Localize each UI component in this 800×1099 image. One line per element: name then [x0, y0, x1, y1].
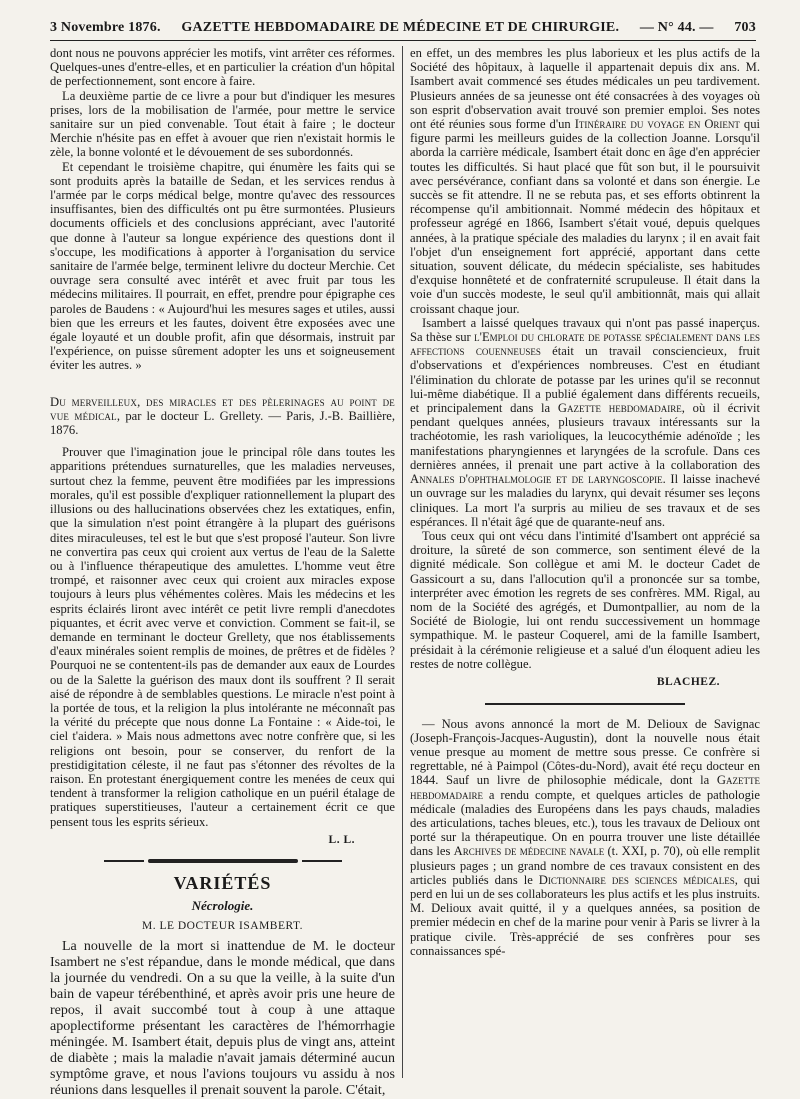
journal-title: Gazette hebdomadaire,	[557, 401, 685, 416]
header-number: — N° 44. —	[639, 20, 714, 35]
paragraph: Isambert a laissé quelques travaux qui n'ont pas passé inaperçus. Sa thèse sur l'Emploi du chlorate de potasse spécialement dans les affections couenneuses était un travail consciencieux, fruit d'observations et d'expériences nombreuses. C'est en étudiant l'élimination du chlorate de potasse par les urines qu'il se reconnut lui-même diabétique. Il a publié également dans différents recueils, et principalement dans la Gazette hebdomadaire, où il écrivit pendant quelques années, plusieurs travaux intéressants sur la trachéotomie, les rash varioliques, la leucocythémie adénoïde ; les manifestations pharyngiennes et laryngées de la scrofule. Dans ces dernières années, il prenait une part active à la collaboration des Annales d'ophthalmologie et de laryngoscopie. Il laisse inachevé un ouvrage sur les maladies du larynx, qui devait résumer ses leçons cliniques. La mort l'a surpris au milieu de ses travaux et de ses espérances. Il n'était âgé que de quarante-neuf ans.	[410, 315, 761, 529]
paragraph: — Nous avons annoncé la mort de M. Delioux de Savignac (Joseph-François-Jacques-Augustin), dont la nouvelle nous était venue presque au moment de mettre sous presse. Ce confrère si regrettable, né à Paimpol (Côtes-du-Nord), avait été reçu docteur en 1844. Sauf un livre de philosophie médicale, dont la Gazette hebdomadaire a rendu compte, et quelques articles de pathologie médicale (maladies des Européens dans les pays chauds, maladies des articulations, taches bleues, etc.), tous les travaux de Delioux ont porté sur la thérapeutique. On en pourra trouver une liste détaillée dans les Archives de médecine navale (t. XXI, p. 70), où elle remplit plusieurs pages ; un grand nombre de ces travaux consistent en des articles publiés dans le Dictionnaire des sciences médicales, qui perd en lui un de ses collaborateurs les plus actifs et les plus instruits. M. Delioux avait quitté, il y a quelques années, sa position de premier médecin en chef de la marine pour venir à Paris se livrer à la pratique civile. Très-apprécié de ses confrères pour ses connaissances spé-	[410, 716, 761, 958]
paragraph: Tous ceux qui ont vécu dans l'intimité d'Isambert ont apprécié sa droiture, la sûreté de son commerce, son sentiment élevé de la dignité médicale. Son collègue et ami M. le docteur Cadet de Gassicourt a su, dans l'allocution qu'il a prononcée sur sa tombe, interpréter avec émotion les regrets de ses confrères. MM. Rigal, au nom de la Société des agrégés, et Dumontpallier, au nom de la Société de Biologie, lui ont rendu successivement un hommage sympathique. M. le pasteur Coquerel, ami de la famille Isambert, présidait à la cérémonie religieuse et a salué d'un éloquent adieu les restes de notre collègue.	[410, 528, 760, 671]
paragraph: La deuxième partie de ce livre a pour but d'indiquer les mesures prises, lors de la mobilisation de l'armée, pour mettre le service sanitaire sur un pied convenable. Tout était à faire ; le docteur Merchie n'hésite pas en effet à avouer que rien n'existait hormis le zèle, la bonne volonté et le dévouement de ses subordonnés.	[50, 88, 395, 160]
section-ornament	[50, 859, 395, 863]
book-review-heading	[50, 395, 395, 438]
obituary-subject: M. LE DOCTEUR ISAMBERT.	[141, 920, 304, 933]
paragraph: La nouvelle de la mort si inattendue de M. le docteur Isambert ne s'est répandue, dans le monde médical, que dans la journée du vendredi. On a su que la veille, à la suite d'un bain de vapeur térébenthiné, et après avoir pris une heure de repos, il avait succombé tout à coup à une attaque apoplectiforme présentant les caractères de l'hémorrhagie méningée. M. Isambert était, depuis plus de vingt ans, atteint de diabète ; mais la maladie n'avait jamais déterminé aucun symptôme grave, et nous l'avions toujours vu assidu à nos réunions dans lesquelles il prenait souvent la parole. C'était,	[50, 939, 395, 1099]
paragraph: en effet, un des membres les plus laborieux et les plus actifs de la Société des hôpitaux, à laquelle il appartenait depuis dix ans. M. Isambert avait commencé ses études médicales un peu tardivement. Plusieurs années de sa jeunesse ont été consacrées à des voyages où son esprit d'observation avait trouvé son premier emploi. Ses notes ont été réunies sous forme d'un Itinéraire du voyage en Orient qui figure parmi les meilleurs guides de la collection Joanne. Lorsqu'il aborda la carrière médicale, Isambert était donc en âge d'en apprécier toutes les difficultés. Si haut placé que fût son but, il le poursuivit avec persévérance, confiant dans sa volonté et dans son énergie. Le succès se fit attendre. Il ne se rebuta pas, et ses efforts obtinrent la récompense qu'il ambitionnait. Nommé médecin des hôpitaux et professeur agrégé en 1866, Isambert s'était voué, depuis quelques années, à la pratique spéciale des maladies du larynx ; il en avait fait l'objet d'un enseignement fort apprécié, apportant dans cette situation, souvent délicate, du médecin spécialiste, ses habitudes d'exquise honnêteté et de confraternité scrupuleuse. Il était dans la voie d'un succès modeste, le seul qu'il ambitionnât, mais qui allait croissant chaque jour.	[410, 46, 761, 316]
journal-title: Dictionnaire des sciences médicales,	[538, 872, 738, 887]
separator-rule	[485, 703, 685, 705]
column-divider	[402, 46, 403, 1078]
section-title: VARIÉTÉS	[173, 872, 272, 893]
running-header	[50, 12, 756, 41]
book-reference: par le docteur L. Grellety. — Paris, J.-B. Baillière, 1876.	[50, 408, 395, 438]
book-title: Itinéraire du voyage en Orient	[574, 117, 740, 132]
book-title: Du merveilleux, des miracles et des pèlerinages au point de vue médical,	[50, 394, 395, 423]
thesis-title: l'Emploi du chlorate de potasse spécialement dans les affections couenneuses	[410, 330, 760, 359]
paragraph: dont nous ne pouvons apprécier les motifs, vint arrêter ces réformes. Quelques-unes d'entre-elles, et en particulier la création d'un hôpital de perfectionnement, sont encore à faire.	[50, 46, 395, 89]
paragraph: Et cependant le troisième chapitre, qui énumère les faits qui se sont produits après la bataille de Sedan, et les services rendus à l'armée par le corps médical belge, montre qu'avec des ressources insuffisantes, bien des difficultés ont pu être surmontées. Plusieurs documents officiels et des conclusions appréciant, avec l'autorité que donne à l'auteur sa longue expérience des questions dont il s'occupe, les modifications à apporter à l'organisation du service sanitaire de l'armée belge, terminent lelivre du docteur Merchie. Cet ouvrage sera consulté avec intérêt et avec fruit par tous les médecins militaires. Il pourrait, en effet, prendre pour épigraphe ces paroles de Baudens : « Aujourd'hui les mesures sages et utiles, aussi bien que les erreurs et les fautes, doivent être exposées avec une égale loyauté et un double profit, afin que désormais, instruit par l'expérience, on puisse sûrement adopter les uns et soigneusement éviter les autres. »	[50, 159, 395, 373]
header-page-number: 703	[734, 20, 756, 35]
signature: BLACHEZ.	[656, 675, 720, 688]
right-column	[410, 46, 760, 958]
paragraph: Prouver que l'imagination joue le principal rôle dans toutes les apparitions prétendues surnaturelles, que les maladies nerveuses, surtout chez la femme, peuvent être modifiées par les impressions morales, qu'il est possible d'expliquer rationnellement la plupart des illusions ou des hallucinations observées chez les extatiques, enfin, que la simulation n'est point étrangère à la plupart des guérisons dites miraculeuses, tel est le but que s'est proposé l'auteur. Son livre ne convertira pas ceux qui croient aux vertus de l'eau de la Salette ou à l'influence thérapeutique des amulettes. L'homme veut être trompé, et raisonner avec ceux qui croient aux miracles expose toujours à leurs plus véhémentes colères. Mais les médecins et les esprits éclairés liront avec intérêt ce petit livre rempli d'anecdotes piquantes, et écrit avec verve et conviction. Comment se fait-il, se demande en terminant le docteur Grellety, que nos établissements d'eaux minérales soient remplis de moines, de prêtres et de fidèles ? Pourquoi ne se contentent-ils pas de demander aux eaux de Lourdes ou de la Salette la guérison des maux dont ils souffrent ? Il serait aisé de répondre à de semblables questions. Le miracle n'est point à la portée de tous, et la religion la plus intolérante ne méconnaît pas la vérité du précepte que nous donne La Fontaine : « Aide-toi, le ciel t'aidera. » Mais nous admettons avec notre confrère que, si les religions ont besoin, pour se conserver, du renfort de la prestidigitation céleste, il ne faut pas s'étonner des révoltes de la raison. En protestant énergiquement contre les menées de ceux qui tendent à transformer la religion catholique en un puéril étalage de pratiques superstitieuses, l'auteur a certainement écrit ce que pensent tous les esprits sérieux.	[50, 445, 395, 829]
header-title: GAZETTE HEBDOMADAIRE DE MÉDECINE ET DE CHIRURGIE.	[181, 20, 620, 35]
header-date: 3 Novembre 1876.	[50, 20, 161, 35]
signature: L. L.	[328, 833, 355, 846]
subsection-title: Nécrologie.	[191, 897, 254, 913]
journal-title: Archives de médecine navale	[453, 844, 605, 859]
journal-title: Gazette hebdomadaire	[410, 773, 761, 802]
left-column	[50, 46, 395, 1099]
journal-title: Annales d'ophthalmologie et de laryngoscopie.	[410, 472, 666, 487]
